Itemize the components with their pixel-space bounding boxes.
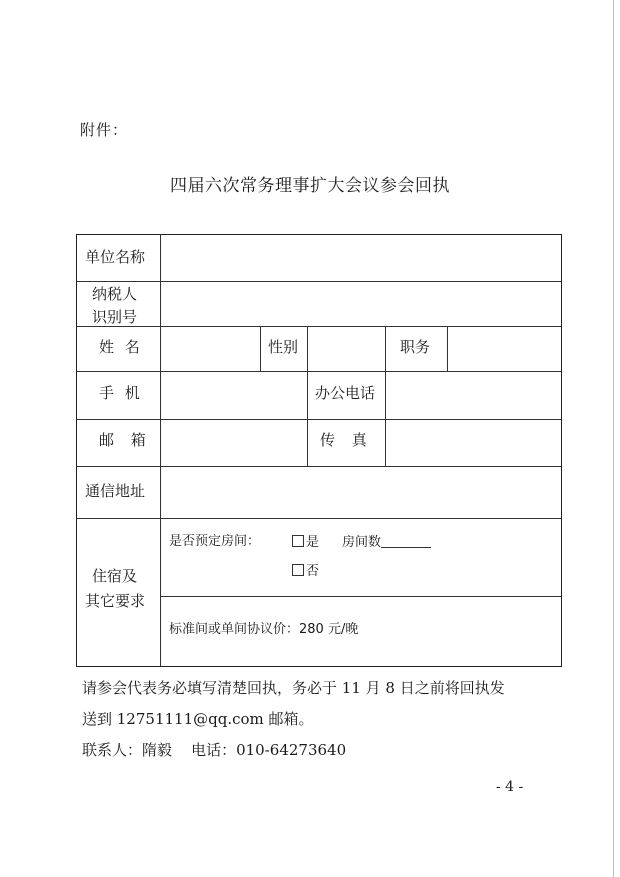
mobile-label: 手 机 — [99, 384, 143, 402]
column-divider — [307, 326, 308, 466]
row-divider — [77, 518, 561, 519]
taxpayer-id-label-line2: 识别号 — [92, 308, 138, 326]
row-divider — [77, 371, 561, 372]
attachment-label: 附件： — [80, 121, 129, 139]
page-edge-line — [613, 0, 614, 877]
checkbox-icon[interactable] — [292, 535, 304, 547]
fax-label: 传 真 — [320, 431, 373, 449]
notice-line-2: 送到 12751111@qq.com 邮箱。 — [82, 710, 314, 728]
column-divider — [160, 235, 161, 666]
email-label: 邮 箱 — [99, 431, 152, 449]
room-count-field[interactable] — [342, 535, 431, 549]
unit-name-label: 单位名称 — [85, 248, 146, 266]
row-divider — [77, 419, 561, 420]
reserve-room-label: 是否预定房间： — [169, 534, 261, 549]
reserve-yes-option[interactable] — [292, 535, 319, 549]
office-phone-label: 办公电话 — [315, 384, 376, 402]
notice-line-1: 请参会代表务必填写清楚回执，务必于 11 月 8 日之前将回执发 — [82, 679, 505, 697]
column-divider — [385, 326, 386, 466]
lodging-label-line2: 其它要求 — [85, 592, 146, 610]
reserve-no-label: 否 — [306, 564, 320, 579]
taxpayer-id-label-line1: 纳税人 — [92, 285, 138, 303]
name-label: 姓 名 — [99, 338, 143, 356]
position-label: 职务 — [400, 338, 431, 356]
column-divider — [260, 326, 261, 371]
document-title: 四届六次常务理事扩大会议参会回执 — [170, 176, 450, 196]
column-divider — [447, 326, 448, 371]
row-divider — [77, 281, 561, 282]
page-number: - 4 - — [496, 779, 524, 795]
row-divider — [77, 326, 561, 327]
address-label: 通信地址 — [85, 482, 146, 500]
price-note: 标准间或单间协议价：280 元/晚 — [169, 622, 359, 637]
row-divider — [77, 466, 561, 467]
row-divider — [160, 596, 561, 597]
gender-label: 性别 — [268, 338, 299, 356]
room-count-blank[interactable] — [381, 535, 431, 548]
room-count-label: 房间数 — [342, 535, 382, 550]
reserve-no-option[interactable] — [292, 564, 319, 578]
contact-line: 联系人：隋毅 电话：010-64273640 — [82, 741, 347, 759]
reserve-yes-label: 是 — [306, 535, 320, 550]
checkbox-icon[interactable] — [292, 564, 304, 576]
receipt-form-table — [76, 234, 562, 667]
lodging-label-line1: 住宿及 — [92, 567, 138, 585]
